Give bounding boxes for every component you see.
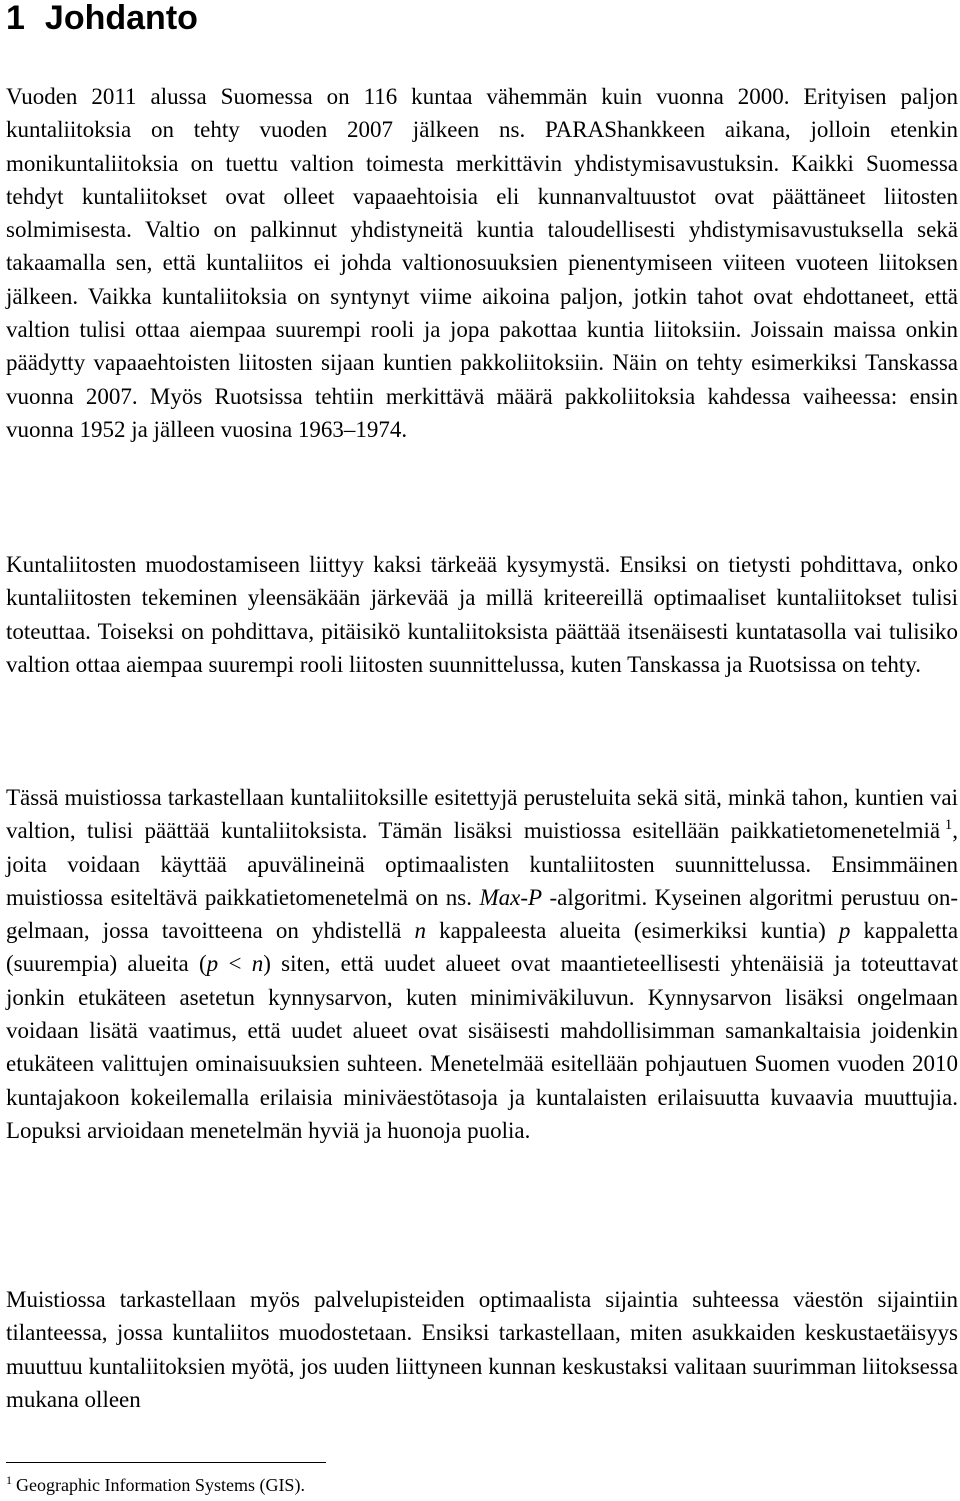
paragraph-3-part-6: ) siten, että uudet alueet ovat maantieteellisesti yhtenäisiä ja toteuttavat jonkin etukäteen asetetun kynnysarvon, kuten minimiväkiluvun. Kynnysarvon lisäksi ongelmaan voidaan lisätä vaatimus, että uudet alueet ovat sisäisesti mahdollisimman samankaltaisia joidenkin etukäteen valittujen ominaisuuksien suhteen. Menetelmää esitellään pohjautuen Suomen vuoden 2010 kuntajakoon kokeilemalla erilaisia miniväestötasoja ja kuntalaisten erilaisuutta kuvaavia muuttujia. Lopuksi arvioidaan menetelmän hyviä ja huonoja puolia. xyxy=(6,951,959,1143)
max-p-dash: - xyxy=(520,884,528,910)
paragraph-3-part-4: kappaleesta alueita (esimerkiksi kuntia) xyxy=(439,918,826,944)
footnote-reference: 1 xyxy=(944,817,953,834)
section-number: 1 xyxy=(6,0,25,37)
paragraph-1: Vuoden 2011 alussa Suomessa on 116 kuntaa vähemmän kuin vuonna 2000. Erityisen paljon kuntaliitoksia on tehty vuoden 2007 jälkeen ns. PARAShankkeen aikana, jolloin etenkin monikuntaliitoksia on tuettu valtion toimesta merkittävin yhdistymisavustuksin. Kaikki Suomessa tehdyt kuntaliitokset ovat olleet vapaaehtoisia eli kunnanvaltuustot ovat päättäneet liitosten solmimisesta. Valtio on palkinnut yhdistyneitä kuntia taloudellisesti yhdistymisavustuksella sekä takaamalla sen, että kuntaliitos ei johda valtionosuuksien pienentymiseen viiteen vuoteen liitoksen jälkeen. Vaikka kuntaliitoksia on syntynyt viime aikoina paljon, jotkin tahot ovat ehdottaneet, että valtion tulisi ottaa aiempaa suurempi rooli ja jopa pakottaa kuntia liitoksiin. Joissain maissa onkin päädytty vapaaehtoisten liitosten sijaan kuntien pakkoliitoksiin. Näin on tehty esimerkiksi Tanskassa vuonna 2007. Myös Ruotsissa tehtiin merkittävä määrä pakkoliitoksia kahdessa vaiheessa: ensin vuonna 1952 ja jälleen vuosina 1963–1974. xyxy=(6,84,958,442)
paragraph-3-part-2: , joita voidaan käyttää apuvälineinä optimaalisten kuntaliitosten suunnittelussa. Ensimmäinen muistiossa esiteltävä paikkatietomenetelmä on ns. xyxy=(6,818,958,910)
paragraph-4: Muistiossa tarkastellaan myös palvelupisteiden optimaalista sijaintia suhteessa väestön sijaintiin tilanteessa, jossa kuntaliitos muodostetaan. Ensiksi tarkastellaan, miten asukkaiden keskustaetäisyys muuttuu kuntaliitoksien myötä, jos uuden liittyneen kunnan keskustaksi valitaan suurimman liitoksessa mukana olleen xyxy=(6,1287,958,1412)
footnote-marker: 1 xyxy=(6,1473,12,1487)
variable-n: n xyxy=(414,918,426,944)
footnote-text: Geographic Information Systems (GIS). xyxy=(16,1475,305,1495)
paragraph-2: Kuntaliitosten muodostamiseen liittyy kaksi tärkeää kysymystä. Ensiksi on tietysti pohdittava, onko kuntaliitosten tekeminen yleensäkään järkevää ja millä kriteereillä optimaaliset kuntaliitokset tulisi toteuttaa. Toiseksi on pohdittava, pitäisikö kuntaliitoksista päättää itsenäisesti kuntatasolla vai tulisiko valtion ottaa aiempaa suurempi rooli liitosten suunnittelussa, kuten Tanskassa ja Ruotsissa on tehty. xyxy=(6,552,958,677)
paragraph-3 xyxy=(6,781,958,1147)
paragraph-3-part-3: -algoritmi. Kyseinen algoritmi perustuu ongelmaan, jossa tavoitteena on yhdistellä xyxy=(6,884,959,944)
paragraph-3-part-5: kappaletta (suurempia) alueita ( xyxy=(6,918,959,977)
paragraph-3-part-1: Tässä muistiossa tarkastellaan kuntaliitoksille esitettyjä perusteluita sekä sitä, minkä tahon, kuntien vai valtion, tulisi päättää kuntaliitoksista. Tämän lisäksi muistiossa esitellään paikkatietomenetelmiä xyxy=(6,785,958,844)
variable-n-inline: n xyxy=(251,951,264,977)
variable-p-inline: p xyxy=(206,951,219,977)
section-title: Johdanto xyxy=(44,0,198,37)
section-heading xyxy=(6,0,198,42)
max-p-p: P xyxy=(527,884,543,910)
variable-p: p xyxy=(838,918,851,944)
footnote-separator xyxy=(6,1462,326,1463)
footnote xyxy=(6,1473,305,1497)
less-than-sign: < xyxy=(228,951,242,977)
max-p-max: Max xyxy=(479,884,521,910)
